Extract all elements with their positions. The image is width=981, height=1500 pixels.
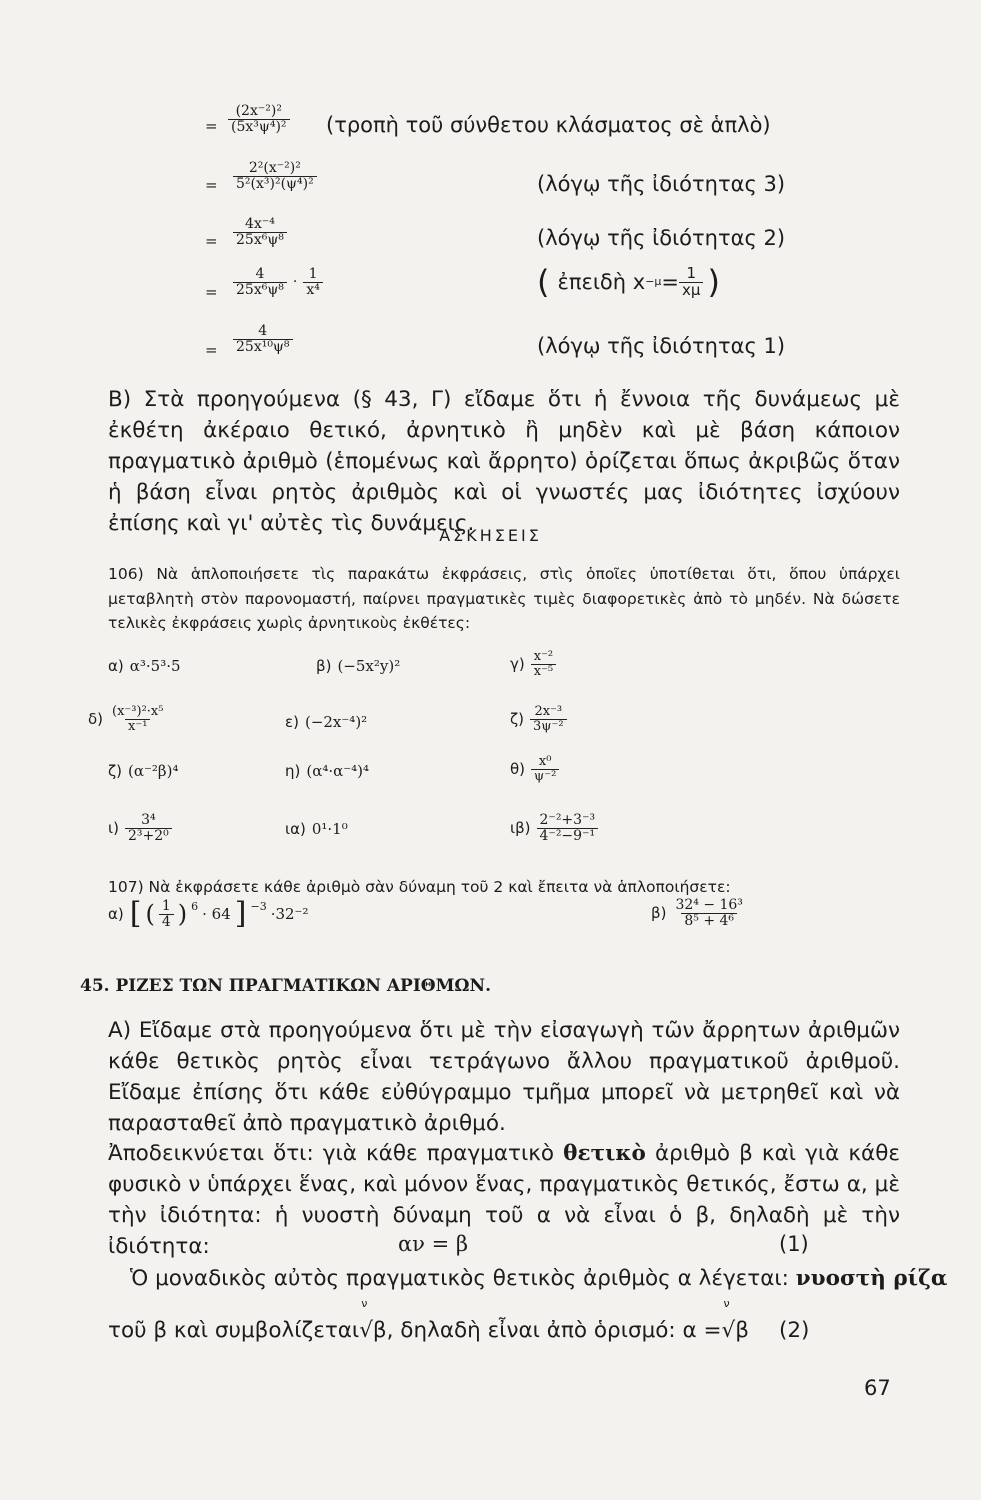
item-label: ε) (285, 713, 299, 731)
exercise-107-b (651, 898, 746, 928)
root-symbol: ν √β (721, 1297, 749, 1343)
step-3-reason: (λόγῳ τῆς ἰδιότητας 2) (537, 226, 786, 250)
step-1-reason: (τροπὴ τοῦ σύνθετου κλάσματος σὲ ἁπλὸ) (326, 113, 771, 137)
right-paren: ) (177, 900, 188, 929)
item-label: ια) (285, 820, 306, 838)
exercise-item-a (108, 657, 181, 675)
exercise-107-text: 107) Νὰ ἐκφράσετε κάθε ἀριθμὸ σὰν δύναμη τοῦ 2 καὶ ἔπειτα νὰ ἁπλοποιήσετε: (108, 878, 731, 896)
fraction-denominator: 25x¹⁰ψ⁸ (233, 339, 293, 355)
equals-sign: = (205, 232, 218, 250)
exercise-item-ib (510, 813, 598, 843)
fraction-numerator: 3⁴ (141, 812, 156, 828)
item-expression: (−5x²y)² (337, 657, 401, 675)
item-expression: · 64 (202, 905, 231, 924)
fraction-numerator: 32⁴ − 16³ (675, 897, 743, 913)
page-number: 67 (864, 1376, 891, 1400)
root-symbol: ν √β (359, 1297, 387, 1343)
item-label: β) (651, 904, 667, 923)
item-label: ι) (108, 819, 119, 838)
item-label: ιβ) (510, 819, 531, 838)
fraction-denominator: 2³+2⁰ (125, 828, 172, 844)
exercise-item-b (316, 657, 400, 675)
step-5-fraction (233, 324, 293, 354)
exercise-item-i (108, 813, 172, 843)
exercise-item-d (88, 705, 166, 733)
fraction-denominator: x⁻⁵ (531, 664, 556, 679)
item-label: β) (316, 657, 332, 675)
item-label: α) (108, 905, 124, 924)
fraction-denominator: 25x⁶ψ⁸ (233, 282, 287, 298)
fraction-denominator: x⁴ (303, 282, 323, 298)
item-expression: (α⁻²β)⁴ (128, 762, 179, 780)
fraction-numerator: 1 (686, 264, 697, 282)
exercise-item-h (285, 762, 369, 780)
fraction-numerator: 4x⁻⁴ (245, 216, 275, 232)
fraction-numerator: 1 (308, 266, 318, 282)
item-label: γ) (510, 655, 525, 674)
fraction-denominator: 8⁵ + 4⁶ (681, 913, 737, 929)
exercises-heading: ΑΣΚΗΣΕΙΣ (439, 526, 542, 545)
unique-sentence (130, 1266, 947, 1291)
right-paren: ) (707, 263, 720, 302)
exercise-item-th (510, 755, 559, 783)
item-expression: (−2x⁻⁴)² (304, 713, 368, 731)
fraction-denominator: 4 (159, 914, 174, 930)
paragraph-b: Β) Στὰ προηγούμενα (§ 43, Γ) εἴδαμε ὅτι ἡ ἔννοια τῆς δυνάμεως μὲ ἐκθέτη ἀκέραιο θετικό, ἀρνητικὸ ἢ μηδὲν καὶ μὲ βάση κάποιον πραγματικὸ ἀριθμὸ (ἑπομένως καὶ ἄρρητο) ὁρίζεται ὅπως ἀκριβῶς ὅταν ἡ βάση εἶναι ρητὸς ἀριθμὸς καὶ οἱ γνωστές μας ἰδιότητες ἰσχύουν ἐπίσης καὶ γι' αὐτὲς τὶς δυνάμεις. (108, 387, 900, 536)
item-expression: (α⁴·α⁻⁴)⁴ (306, 762, 370, 780)
step-5-reason: (λόγῳ τῆς ἰδιότητας 1) (537, 334, 786, 358)
fraction-numerator: (2x⁻²)² (235, 103, 282, 119)
unique-text: Ὁ μοναδικὸς αὐτὸς πραγματικὸς θετικὸς ἀριθμὸς α λέγεται: (130, 1266, 796, 1291)
equation-1: αν = β (398, 1232, 469, 1256)
fraction-denominator: ψ⁻² (531, 769, 559, 784)
proof-bold: θετικὸ (563, 1141, 646, 1166)
equals-sign: = (205, 283, 218, 301)
exercise-item-e (285, 713, 367, 731)
unique-bold: νυοστὴ ρίζα (795, 1266, 948, 1291)
right-bracket: ] (234, 896, 247, 932)
proof-text: ἀριθμὸ β καὶ γιὰ κάθε φυσικὸ ν ὑπάρχει ἕνας, καὶ μόνον ἕνας, πραγματικὸς θετικός, ἔστω α, μὲ τὴν ἰδιότητα: ἡ νυοστὴ δύναμη τοῦ α νὰ εἶναι ὁ β, δηλαδὴ μὲ τὴν ἰδιότητα: (108, 1141, 900, 1259)
item-label: θ) (510, 760, 526, 779)
item-label: α) (108, 657, 124, 675)
fraction-numerator: 4 (255, 266, 265, 282)
step-2-reason: (λόγῳ τῆς ἰδιότητας 3) (537, 172, 786, 196)
exercise-item-z (510, 705, 567, 733)
step-3-fraction (233, 217, 287, 247)
exercise-106-text: 106) Νὰ ἁπλοποιήσετε τὶς παρακάτω ἐκφράσεις, στὶς ὁποῖες ὑποτίθεται ὅτι, ὅπου ὑπάρχει μεταβλητὴ στὸν παρονομαστή, παίρνει πραγματικὲς τιμὲς διαφορετικὲς ἀπὸ τὸ μηδέν. Νὰ δώσετε τελικὲς ἐκφράσεις χωρὶς ἀρνητικοὺς ἐκθέτες: (108, 565, 900, 632)
item-expression: α³·5³·5 (129, 657, 181, 675)
fraction-numerator: 1 (161, 898, 171, 914)
reason-equals: = (661, 270, 680, 295)
fraction-denominator: x⁻¹ (125, 719, 150, 734)
root-expression: √β (359, 1318, 387, 1343)
fraction-numerator: (x⁻³)²·x⁵ (112, 704, 164, 719)
fraction-numerator: 2⁻²+3⁻³ (539, 812, 596, 828)
step-1-fraction (228, 104, 290, 134)
fraction-numerator: x⁰ (538, 754, 552, 769)
exercise-107-a: α) [ ( $\frac{1}{4}$ ) 6 · 64 ] −3 ·32⁻² (108, 896, 309, 932)
equals-sign: = (205, 176, 218, 194)
equation-1-label: (1) (779, 1232, 809, 1256)
section-title: 45. ΡΙΖΕΣ ΤΩΝ ΠΡΑΓΜΑΤΙΚΩΝ ΑΡΙΘΜΩΝ. (80, 976, 491, 996)
item-expression: ·32⁻² (270, 905, 309, 924)
step-4-fraction (233, 267, 323, 297)
root-expression: √β (721, 1318, 749, 1343)
exercise-item-g (510, 650, 556, 678)
fraction-denominator: 5²(x³)²(ψ⁴)² (233, 176, 317, 192)
symbol-text: τοῦ β καὶ συμβολίζεται (108, 1318, 360, 1343)
multiply-dot: · (292, 274, 298, 291)
exercise-item-ia (285, 820, 348, 838)
left-bracket: [ (129, 896, 142, 932)
left-paren: ( (537, 263, 550, 302)
left-paren: ( (145, 900, 155, 929)
item-label: δ) (88, 710, 104, 729)
fraction-denominator: 25x⁶ψ⁸ (233, 232, 287, 248)
equation-2-label: (2) (778, 1318, 810, 1343)
fraction-denominator: xμ (679, 282, 703, 299)
symbol-text: , δηλαδὴ εἶναι ἀπὸ ὁρισμό: α = (386, 1318, 722, 1343)
fraction-numerator: 2x⁻³ (534, 704, 563, 719)
fraction-numerator: 4 (258, 323, 268, 339)
fraction-denominator: 4⁻²−9⁻¹ (537, 828, 599, 844)
fraction-numerator: 2²(x⁻²)² (248, 160, 301, 176)
fraction-denominator: (5x³ψ⁴)² (228, 119, 290, 135)
equals-sign: = (205, 341, 218, 359)
item-label: ζ) (510, 710, 525, 729)
section-paragraph-a: Α) Εἴδαμε στὰ προηγούμενα ὅτι μὲ τὴν εἰσαγωγὴ τῶν ἄρρητων ἀριθμῶν κάθε θετικὸς ρητὸς εἶναι τετράγωνο ἄλλου πραγματικοῦ ἀριθμοῦ. Εἴδαμε ἐπίσης ὅτι κάθε εὐθύγραμμο τμῆμα μπορεῖ νὰ μετρηθεῖ καὶ νὰ παρασταθεῖ ἀπὸ πραγματικὸ ἀριθμό. (108, 1018, 900, 1136)
step-4-reason: ( ἐπειδὴ x −μ = $\frac{1}{x\mu}$ ) (537, 263, 720, 302)
exercise-item-z2 (108, 762, 178, 780)
equals-sign: = (205, 117, 218, 135)
item-label: η) (285, 762, 301, 780)
fraction-denominator: 3ψ⁻² (530, 719, 567, 734)
proof-text: Ἀποδεικνύεται ὅτι: γιὰ κάθε πραγματικὸ (108, 1141, 564, 1166)
step-2-fraction (233, 161, 317, 191)
item-expression: 0¹·1⁰ (311, 820, 348, 838)
item-label: ζ) (108, 762, 123, 780)
fraction-numerator: x⁻² (533, 649, 554, 664)
reason-text: ἐπειδὴ x (557, 270, 646, 295)
symbol-sentence (108, 1297, 810, 1343)
